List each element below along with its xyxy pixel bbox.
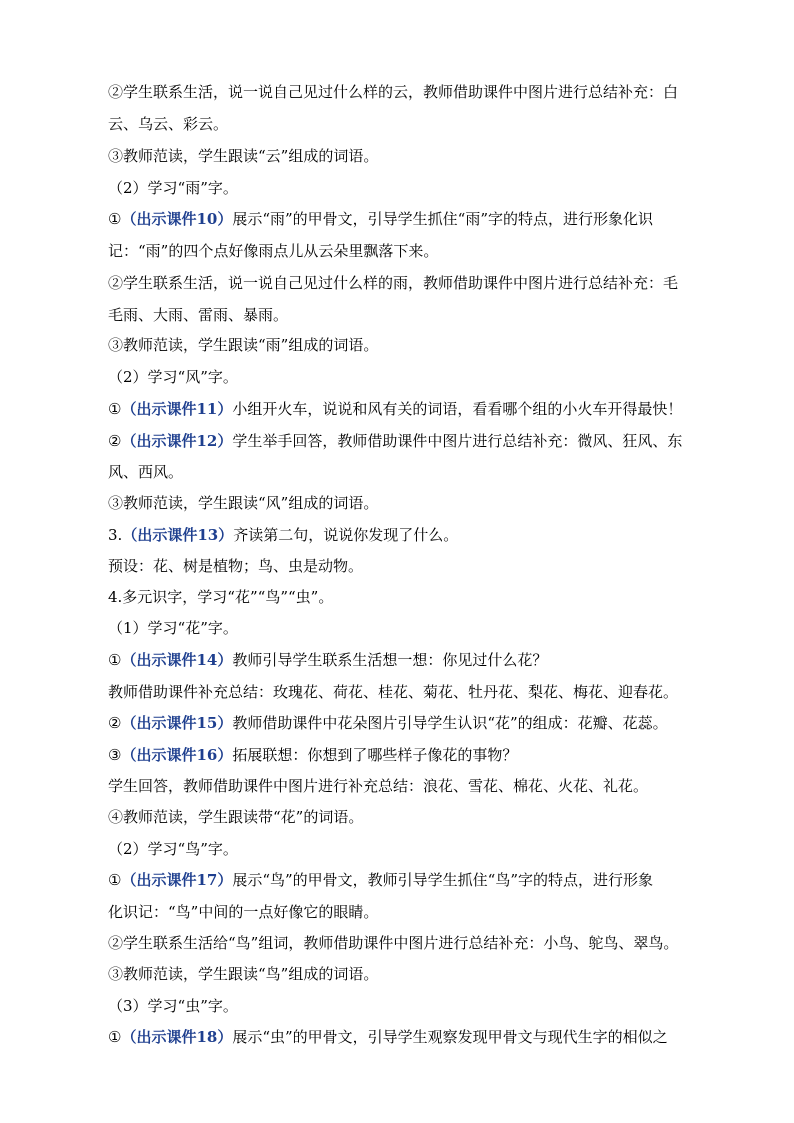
text-line: 风、西风。 <box>108 463 184 481</box>
courseware-reference: （出示课件10） <box>121 210 233 228</box>
text-line: 毛雨、大雨、雷雨、暴雨。 <box>108 306 289 324</box>
courseware-reference: （出示课件11） <box>121 400 233 418</box>
courseware-reference: （出示课件14） <box>121 651 233 669</box>
text-line: ④教师范读，学生跟读带“花”的词语。 <box>108 808 364 826</box>
text-line: ①（出示课件14）教师引导学生联系生活想一想：你见过什么花？ <box>108 651 548 669</box>
section-heading: （1）学习“花”字。 <box>108 619 238 637</box>
text-line: 学生回答，教师借助课件中图片进行补充总结：浪花、雪花、棉花、火花、礼花。 <box>108 777 649 795</box>
text-line: ②学生联系生活，说一说自己见过什么样的雨，教师借助课件中图片进行总结补充：毛 <box>108 274 679 292</box>
section-heading: （2）学习“风”字。 <box>108 368 238 386</box>
courseware-reference: （出示课件16） <box>121 746 233 764</box>
courseware-reference: （出示课件17） <box>121 871 233 889</box>
section-heading: （3）学习“虫”字。 <box>108 997 238 1015</box>
text-line: ②（出示课件15）教师借助课件中花朵图片引导学生认识“花”的组成：花瓣、花蕊。 <box>108 714 668 732</box>
text-line: ③教师范读，学生跟读“风”组成的词语。 <box>108 494 379 512</box>
text-line: ②学生联系生活给“鸟”组词，教师借助课件中图片进行总结补充：小鸟、鸵鸟、翠鸟。 <box>108 934 679 952</box>
text-line: ②学生联系生活，说一说自己见过什么样的云，教师借助课件中图片进行总结补充：白 <box>108 83 679 101</box>
text-line: 预设：花、树是植物；鸟、虫是动物。 <box>108 557 364 575</box>
text-line: 3.（出示课件13）齐读第二句，说说你发现了什么。 <box>108 526 459 544</box>
text-line: ①（出示课件17）展示“鸟”的甲骨文，教师引导学生抓住“鸟”字的特点，进行形象 <box>108 871 654 889</box>
section-heading: （2）学习“雨”字。 <box>108 179 238 197</box>
text-line: ①（出示课件18）展示“虫”的甲骨文，引导学生观察发现甲骨文与现代生字的相似之 <box>108 1028 668 1046</box>
text-line: 云、乌云、彩云。 <box>108 115 229 133</box>
text-line: 化识记：“鸟”中间的一点好像它的眼睛。 <box>108 903 379 921</box>
courseware-reference: （出示课件15） <box>121 714 233 732</box>
text-line: ③教师范读，学生跟读“云”组成的词语。 <box>108 147 379 165</box>
text-line: 记：“雨”的四个点好像雨点儿从云朵里飘落下来。 <box>108 242 439 260</box>
courseware-reference: （出示课件18） <box>121 1028 233 1046</box>
section-heading: （2）学习“鸟”字。 <box>108 840 238 858</box>
text-line: ③（出示课件16）拓展联想：你想到了哪些样子像花的事物？ <box>108 746 518 764</box>
courseware-reference: （出示课件12） <box>121 432 233 450</box>
text-line: 教师借助课件补充总结：玫瑰花、荷花、桂花、菊花、牡丹花、梨花、梅花、迎春花。 <box>108 683 679 701</box>
text-line: ①（出示课件10）展示“雨”的甲骨文，引导学生抓住“雨”字的特点，进行形象化识 <box>108 210 654 228</box>
text-line: ③教师范读，学生跟读“雨”组成的词语。 <box>108 336 379 354</box>
section-heading: 4.多元识字，学习“花”“鸟”“虫”。 <box>108 588 334 606</box>
courseware-reference: （出示课件13） <box>122 526 234 544</box>
text-line: ①（出示课件11）小组开火车，说说和风有关的词语，看看哪个组的小火车开得最快！ <box>108 400 683 418</box>
text-line: ②（出示课件12）学生举手回答，教师借助课件中图片进行总结补充：微风、狂风、东 <box>108 432 683 450</box>
text-line: ③教师范读，学生跟读“鸟”组成的词语。 <box>108 965 379 983</box>
